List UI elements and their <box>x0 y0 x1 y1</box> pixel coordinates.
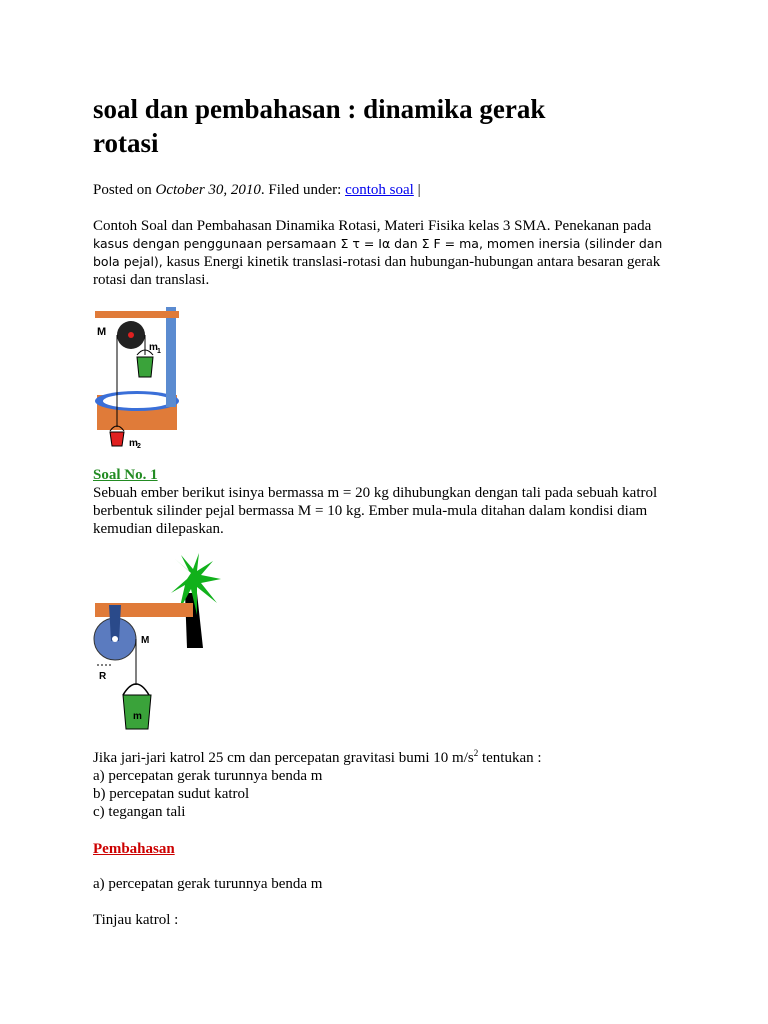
answer-a: a) percepatan gerak turunnya benda m <box>93 876 323 892</box>
question-lead: Jika jari-jari katrol 25 cm dan percepatan gravitasi bumi 10 m/s <box>93 750 474 766</box>
filed-under-text: . Filed under: <box>260 182 346 198</box>
question-tail: tentukan : <box>478 750 542 766</box>
post-meta <box>93 181 421 199</box>
label-m1-sub: 1 <box>157 348 161 355</box>
well-post <box>166 307 176 407</box>
well-beam <box>95 311 179 318</box>
soal-1-body: Sebuah ember berikut isinya bermassa m = 20 kg dihubungkan dengan tali pada sebuah katrol berbentuk silinder pejal bermassa M = 10 kg. Ember mula-mula ditahan dalam kondisi diam kemudian dilepaskan. <box>93 485 658 537</box>
post-date: October 30, 2010 <box>155 182 261 198</box>
post-title: soal dan pembahasan : dinamika gerak rotasi <box>93 94 546 158</box>
bucket-handle <box>123 684 149 695</box>
pembahasan-heading: Pembahasan <box>93 841 175 857</box>
well-opening <box>103 394 171 408</box>
intro-text-3: kasus Energi kinetik translasi-rotasi dan hubungan-hubungan antara besaran gerak rotasi dan translasi. <box>93 254 661 288</box>
bucket-m2 <box>110 432 124 446</box>
label-m2: m <box>129 438 138 449</box>
category-link[interactable]: contoh soal <box>345 182 414 198</box>
label-m: m <box>133 711 142 722</box>
intro-text-2: kasus dengan penggunaan persamaan Σ τ = Iα dan Σ F = ma, momen inersia (silinder dan bola pejal), <box>93 236 663 269</box>
pulley-axle <box>128 332 134 338</box>
posted-prefix: Posted on <box>93 182 156 198</box>
question-item-a: a) percepatan gerak turunnya benda m <box>93 768 323 784</box>
question-sup: 2 <box>473 748 479 758</box>
question-block <box>93 749 683 821</box>
label-M: M <box>141 635 150 646</box>
meta-separator: | <box>413 182 421 198</box>
question-item-c: c) tegangan tali <box>93 804 186 820</box>
tinjau-katrol: Tinjau katrol : <box>93 912 179 928</box>
pulley-bracket <box>109 605 121 641</box>
label-M: M <box>97 326 107 338</box>
intro-text-1: Contoh Soal dan Pembahasan Dinamika Rotasi, Materi Fisika kelas 3 SMA. Penekanan pada <box>93 218 652 234</box>
question-item-b: b) percepatan sudut katrol <box>93 786 250 802</box>
label-m2-sub: 2 <box>137 443 141 450</box>
well-pulley-figure <box>93 305 185 450</box>
pulley-axle <box>112 636 118 642</box>
bucket-m1 <box>137 357 153 377</box>
intro-paragraph <box>93 217 683 289</box>
soal-1-heading: Soal No. 1 <box>93 467 158 483</box>
label-R: R <box>99 671 107 682</box>
label-m1: m <box>149 342 158 353</box>
pulley-palm-figure <box>93 553 225 738</box>
